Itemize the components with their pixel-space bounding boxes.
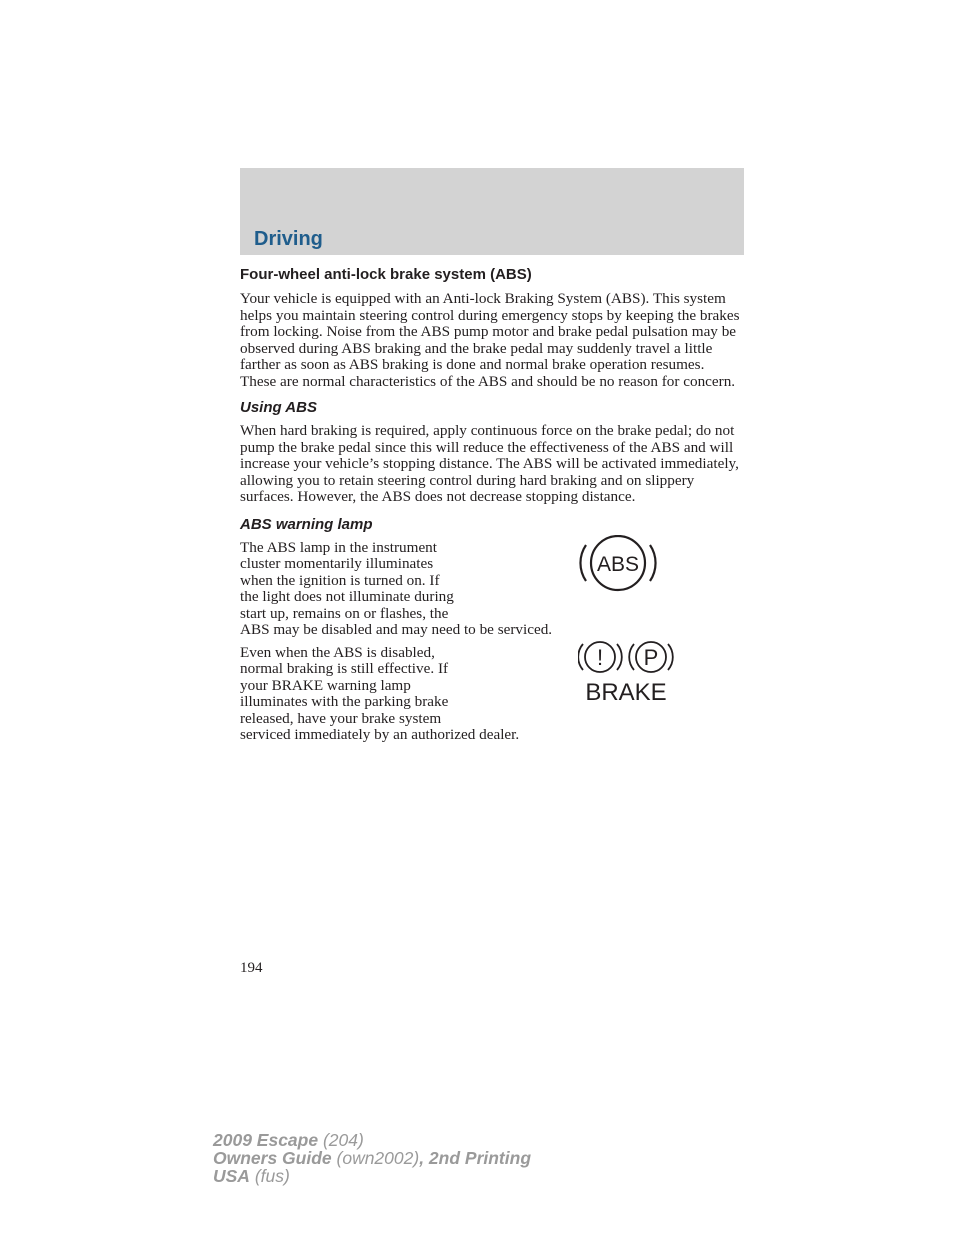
- text-line: normal braking is still effective. If: [240, 660, 449, 677]
- section-title: Driving: [254, 228, 323, 250]
- brake-lamp-paragraph: [240, 645, 744, 744]
- footer-market-code: (fus): [249, 1166, 290, 1186]
- text-line: illuminates with the parking brake: [240, 693, 449, 710]
- footer-line-3: [213, 1167, 531, 1185]
- abs-warning-lamp-heading: ABS warning lamp: [240, 515, 373, 533]
- text-line: serviced immediately by an authorized dealer.: [240, 726, 520, 743]
- parking-p-icon: P: [643, 644, 659, 670]
- text-line: when the ignition is turned on. If: [240, 571, 440, 589]
- abs-icon-label: ABS: [596, 552, 640, 576]
- abs-body: Your vehicle is equipped with an Anti-lock Braking System (ABS). This system helps you maintain steering control during emergency stops by keeping the brakes from locking. Noise from the ABS pump motor and brake pedal pulsation may be observed during ABS braking and the brake pedal may suddenly travel a little farther as soon as ABS braking is done and normal brake operation resumes. These are normal characteristics of the ABS and should be no reason for concern.: [240, 290, 740, 390]
- using-abs-heading: Using ABS: [240, 399, 317, 416]
- page-number: 194: [240, 960, 263, 976]
- document-footer: [213, 1131, 531, 1185]
- brake-warning-lamp-icon: [578, 639, 678, 709]
- footer-printing: , 2nd Printing: [419, 1148, 532, 1168]
- text-line: Even when the ABS is disabled,: [240, 643, 435, 661]
- footer-line-2: [213, 1149, 531, 1167]
- footer-market: USA: [213, 1166, 250, 1186]
- page-content: [240, 266, 744, 744]
- footer-guide: Owners Guide: [213, 1148, 332, 1168]
- exclamation-icon: !: [596, 644, 604, 670]
- text-line: the light does not illuminate during: [240, 588, 454, 605]
- text-line: released, have your brake system: [240, 709, 442, 727]
- using-abs-body: When hard braking is required, apply continuous force on the brake pedal; do not pump the brake pedal since this will reduce the effectiveness of the ABS and will increase your vehicle’s stopping distance. The ABS will be activated immediately, allowing you to retain steering control during hard braking and on slippery surfaces. However, the ABS does not decrease stopping distance.: [240, 422, 739, 505]
- footer-line-1: [213, 1131, 531, 1149]
- footer-guide-code: (own2002): [331, 1148, 420, 1168]
- abs-lamp-paragraph: [240, 540, 744, 639]
- text-line: start up, remains on or flashes, the: [240, 604, 449, 622]
- text-line: your BRAKE warning lamp: [240, 676, 411, 694]
- abs-lamp-text: [240, 540, 600, 639]
- text-line: ABS may be disabled and may need to be serviced.: [240, 621, 553, 638]
- footer-model: 2009 Escape: [213, 1130, 319, 1150]
- footer-model-code: (204): [318, 1130, 364, 1150]
- brake-lamp-text: [240, 645, 600, 744]
- text-line: The ABS lamp in the instrument: [240, 538, 437, 556]
- brake-icon-label: BRAKE: [585, 678, 667, 706]
- section-header-band: [240, 168, 744, 255]
- text-line: cluster momentarily illuminates: [240, 555, 434, 572]
- abs-heading: Four-wheel anti-lock brake system (ABS): [240, 266, 532, 283]
- abs-warning-lamp-icon: [578, 535, 658, 597]
